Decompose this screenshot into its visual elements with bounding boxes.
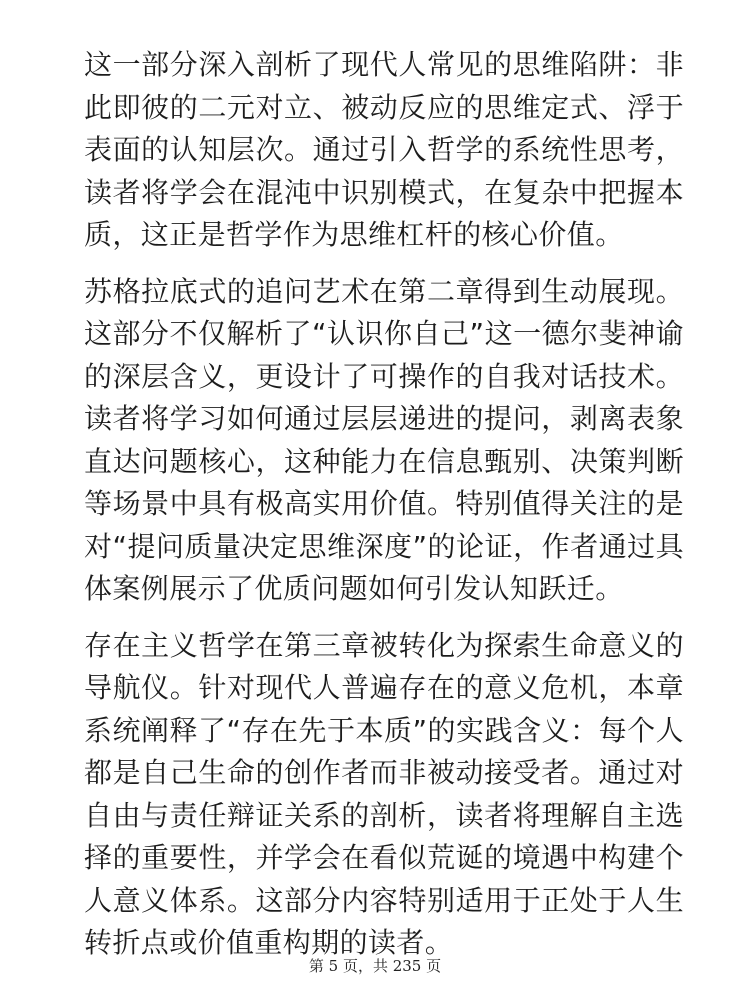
page-content [84, 44, 684, 979]
paragraph-1: 这一部分深入剖析了现代人常见的思维陷阱：非此即彼的二元对立、被动反应的思维定式、浮于表面的认知层次。通过引入哲学的系统性思考，读者将学会在混沌中识别模式，在复杂中把握本质，这正是哲学作为思维杠杆的核心价值。 [84, 48, 684, 251]
page-number-footer: 第 5 页，共 235 页 [308, 957, 442, 975]
paragraph-2: 苏格拉底式的追问艺术在第二章得到生动展现。这部分不仅解析了“认识你自己”这一德尔斐神谕的深层含义，更设计了可操作的自我对话技术。读者将学习如何通过层层递进的提问，剥离表象直达问题核心，这种能力在信息甄别、决策判断等场景中具有极高实用价值。特别值得关注的是对“提问质量决定思维深度”的论证，作者通过具体案例展示了优质问题如何引发认知跃迁。 [84, 274, 684, 605]
paragraph-3: 存在主义哲学在第三章被转化为探索生命意义的导航仪。针对现代人普遍存在的意义危机，本章系统阐释了“存在先于本质”的实践含义：每个人都是自己生命的创作者而非被动接受者。通过对自由与责任辩证关系的剖析，读者将理解自主选择的重要性，并学会在看似荒诞的境遇中构建个人意义体系。这部分内容特别适用于正处于人生转折点或价值重构期的读者。 [84, 628, 684, 959]
